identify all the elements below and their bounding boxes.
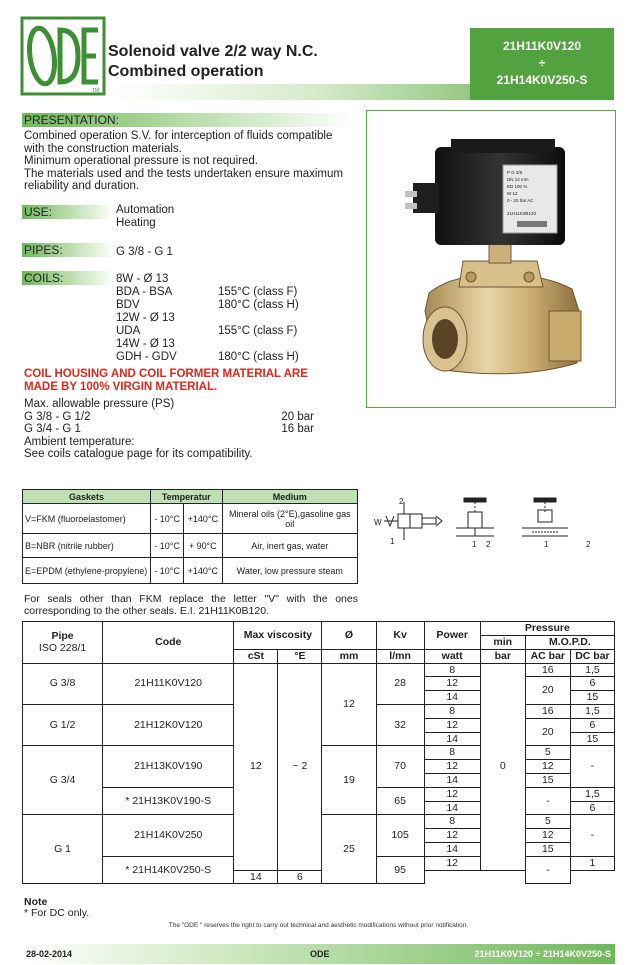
pipes-value: G 3/8 - G 1 — [116, 246, 173, 258]
watt-cell: 12 — [424, 856, 480, 870]
use-value: Automation — [116, 204, 175, 216]
watt-cell: 14 — [424, 732, 480, 746]
note — [24, 897, 89, 919]
kv-cell: 70 — [376, 746, 424, 787]
dc-cell: - — [570, 815, 614, 856]
mopd-header: M.O.P.D. — [525, 636, 614, 650]
pressure-info — [24, 398, 314, 461]
tmax-cell: + 90°C — [184, 534, 222, 558]
kv-header: Kv — [376, 622, 424, 650]
mm-header: mm — [322, 649, 376, 663]
dc-cell: 15 — [570, 691, 614, 705]
dc-cell: 15 — [570, 732, 614, 746]
watt-cell: 8 — [424, 746, 480, 760]
tmin-cell: - 10°C — [151, 534, 184, 558]
use-value: Heating — [116, 216, 156, 229]
dc-cell: 6 — [570, 801, 614, 815]
dc-cell: - — [570, 746, 614, 787]
gaskets-header: Gaskets — [23, 490, 151, 504]
ambient-text: See coils catalogue page for its compatibility. — [24, 448, 253, 460]
temperature-header: Temperatur — [151, 490, 223, 504]
code-cell: 21H12K0V120 — [103, 704, 234, 745]
watt-cell: 8 — [424, 704, 480, 718]
use-heading: USE: — [22, 205, 114, 219]
seal-note-line: corresponding to the other seals. E.I. 21H11K0B120. — [24, 605, 269, 617]
watt-cell: 12 — [424, 718, 480, 732]
coils-heading: COILS: — [22, 271, 114, 285]
watt-cell: 12 — [424, 677, 480, 691]
gasket-row — [23, 558, 358, 584]
ode-logo — [20, 16, 106, 96]
coil-row: UDA 155°C (class F) — [116, 325, 298, 337]
svg-text:1: 1 — [544, 540, 549, 549]
svg-text:2: 2 — [586, 540, 591, 549]
specifications-table — [22, 621, 615, 884]
gasket-cell: B=NBR (nitrile rubber) — [23, 534, 151, 558]
code-cell: 21H13K0V190 — [103, 746, 234, 787]
ac-cell: 5 — [525, 815, 570, 829]
code-divider: ÷ — [538, 56, 546, 70]
valve-section-icon — [456, 498, 494, 536]
min-bar-cell: 0 — [480, 663, 525, 870]
svg-text:0 - 20 bar AC: 0 - 20 bar AC — [507, 198, 534, 203]
coil-row: BDA - BSA 155°C (class F) — [116, 286, 298, 298]
title-line-1: Solenoid valve 2/2 way N.C. — [108, 43, 318, 60]
footer-brand: ODE — [310, 949, 330, 959]
svg-text:W 12: W 12 — [507, 191, 518, 196]
presentation-line: reliability and duration. — [24, 180, 140, 192]
cst-cell: 12 — [234, 663, 278, 870]
watt-cell: 12 — [424, 787, 480, 801]
bar-header: bar — [480, 649, 525, 663]
dc-cell: 6 — [570, 677, 614, 691]
viscosity-header: Max viscosity — [234, 622, 322, 650]
valve-section-icon — [522, 498, 568, 536]
code-cell: 21H11K0V120 — [103, 663, 234, 704]
code-header: Code — [103, 622, 234, 664]
dc-cell: 1,5 — [570, 787, 614, 801]
tmax-cell: +140°C — [184, 504, 222, 534]
gasket-cell: E=EPDM (ethylene-propylene) — [23, 558, 151, 584]
watt-cell: 12 — [424, 760, 480, 774]
code-cell: 21H14K0V250 — [103, 815, 234, 856]
tmin-cell: - 10°C — [151, 504, 184, 534]
diameter-cell: 25 — [322, 815, 376, 884]
pipe-cell: G 1/2 — [23, 704, 103, 745]
ac-cell: 15 — [525, 773, 570, 787]
ac-cell: 20 — [525, 677, 570, 705]
kv-cell: 65 — [376, 787, 424, 815]
ac-cell: - — [525, 787, 570, 815]
ac-cell: 16 — [525, 704, 570, 718]
power-header: Power — [424, 622, 480, 650]
ac-cell: 15 — [525, 842, 570, 856]
tmin-cell: - 10°C — [151, 558, 184, 584]
gasket-row — [23, 534, 358, 558]
pressure-heading: Max. allowable pressure (PS) — [24, 398, 175, 410]
pressure-row: G 3/8 - G 1/2 20 bar — [24, 410, 314, 423]
watt-cell: 14 — [424, 801, 480, 815]
svg-text:1: 1 — [390, 537, 395, 546]
seal-note-line: For seals other than FKM replace the letter "V" with the ones — [24, 593, 358, 605]
kv-cell: 95 — [376, 856, 424, 884]
code-range-box — [470, 28, 614, 100]
diameter-cell: 12 — [322, 663, 376, 746]
presentation-line: Combined operation S.V. for interception of fluids compatible — [24, 130, 333, 142]
watt-cell: 14 — [424, 691, 480, 705]
watt-header: watt — [424, 649, 480, 663]
watt-cell: 14 — [424, 773, 480, 787]
kv-cell: 28 — [376, 663, 424, 704]
ac-cell: 20 — [525, 718, 570, 746]
title-line-2: Combined operation — [108, 63, 264, 80]
diameter-header: Ø — [322, 622, 376, 650]
footer-date: 28-02-2014 — [26, 949, 73, 959]
ac-cell: - — [525, 856, 570, 884]
gasket-cell: V=FKM (fluoroelastomer) — [23, 504, 151, 534]
note-text: * For DC only. — [24, 907, 90, 919]
dc-cell: 6 — [278, 870, 322, 884]
coil-row: 14W - Ø 13 — [116, 338, 175, 350]
medium-cell: Water, low pressure steam — [222, 558, 357, 584]
medium-cell: Air, inert gas, water — [222, 534, 357, 558]
presentation-line: The materials used and the tests undertaken ensure maximum — [24, 167, 343, 180]
pressure-row: G 3/4 - G 1 16 bar — [24, 423, 314, 435]
dc-header: DC bar — [570, 649, 614, 663]
watt-cell: 8 — [424, 663, 480, 677]
svg-text:DN 12 mm: DN 12 mm — [507, 177, 529, 182]
svg-text:W: W — [374, 518, 382, 527]
medium-cell: Mineral oils (2°E),gasoline gas oil — [222, 504, 357, 534]
medium-header: Medium — [222, 490, 357, 504]
use-values — [116, 204, 174, 229]
svg-text:2: 2 — [399, 497, 404, 506]
seal-note — [24, 593, 358, 617]
disclaimer: The "ODE " reserves the right to carry out technical and aesthetic modifications without prior notification. — [168, 922, 469, 929]
table-row — [23, 663, 615, 677]
gasket-row — [23, 504, 358, 534]
e-header: °E — [278, 649, 322, 663]
pipe-cell: G 3/8 — [23, 663, 103, 704]
svg-text:21H11K0B120: 21H11K0B120 — [507, 211, 536, 216]
coil-row: BDV 180°C (class H) — [116, 299, 299, 311]
ac-header: AC bar — [525, 649, 570, 663]
ac-cell: 5 — [525, 746, 570, 760]
watt-cell: 8 — [424, 815, 480, 829]
kv-cell: 105 — [376, 815, 424, 856]
watt-cell: 12 — [424, 829, 480, 843]
gaskets-table — [22, 489, 358, 584]
code-cell: * 21H13K0V190-S — [103, 787, 234, 815]
ac-cell: 12 — [525, 760, 570, 774]
presentation-text — [24, 130, 364, 193]
pressure-header: Pressure — [480, 622, 614, 636]
watt-cell: 14 — [234, 870, 278, 884]
coils-list — [116, 273, 366, 364]
pipe-cell: G 1 — [23, 815, 103, 884]
coil-row: GDH - GDV 180°C (class H) — [116, 351, 299, 363]
svg-text:2: 2 — [486, 540, 491, 549]
kv-cell: 32 — [376, 704, 424, 745]
svg-text:ED 100 %: ED 100 % — [507, 184, 528, 189]
svg-text:P G 3/8: P G 3/8 — [507, 170, 523, 175]
svg-text:TM: TM — [92, 88, 100, 94]
footer-range: 21H11K0V120 ÷ 21H14K0V250-S — [474, 949, 611, 959]
presentation-line: with the construction materials. — [24, 142, 182, 155]
coil-row: 12W - Ø 13 — [116, 312, 175, 324]
dc-cell: 1 — [570, 856, 614, 870]
ac-cell: 16 — [525, 663, 570, 677]
e-cell: ~ 2 — [278, 663, 322, 870]
ambient-heading: Ambient temperature: — [24, 435, 135, 448]
warning-line: MADE BY 100% VIRGIN MATERIAL. — [24, 381, 218, 393]
product-photo — [366, 110, 616, 408]
tmax-cell: +140°C — [184, 558, 222, 584]
valve-symbol-icon — [384, 502, 442, 540]
pipe-header: Pipe ISO 228/1 — [23, 622, 103, 664]
code-to: 21H14K0V250-S — [496, 73, 588, 87]
warning-line: COIL HOUSING AND COIL FORMER MATERIAL ARE — [24, 368, 308, 380]
note-heading: Note — [24, 896, 48, 908]
code-cell: * 21H14K0V250-S — [103, 856, 234, 884]
diameter-cell: 19 — [322, 746, 376, 815]
pipes-heading: PIPES: — [22, 243, 114, 257]
min-header: min — [480, 636, 525, 650]
hydraulic-symbols — [372, 492, 616, 552]
dc-cell: 6 — [570, 718, 614, 732]
svg-text:1: 1 — [472, 540, 477, 549]
ac-cell: 12 — [525, 829, 570, 843]
pipe-cell: G 3/4 — [23, 746, 103, 815]
page-title — [108, 42, 318, 82]
footer-bar — [22, 944, 615, 964]
coil-row: 8W - Ø 13 — [116, 273, 169, 285]
dc-cell: 1,5 — [570, 704, 614, 718]
watt-cell: 14 — [424, 842, 480, 856]
presentation-heading: PRESENTATION: — [22, 113, 354, 127]
material-warning — [24, 368, 308, 394]
presentation-line: Minimum operational pressure is not required. — [24, 155, 258, 167]
code-from: 21H11K0V120 — [502, 39, 582, 53]
cst-header: cSt — [234, 649, 278, 663]
lmn-header: l/mn — [376, 649, 424, 663]
dc-cell: 1,5 — [570, 663, 614, 677]
